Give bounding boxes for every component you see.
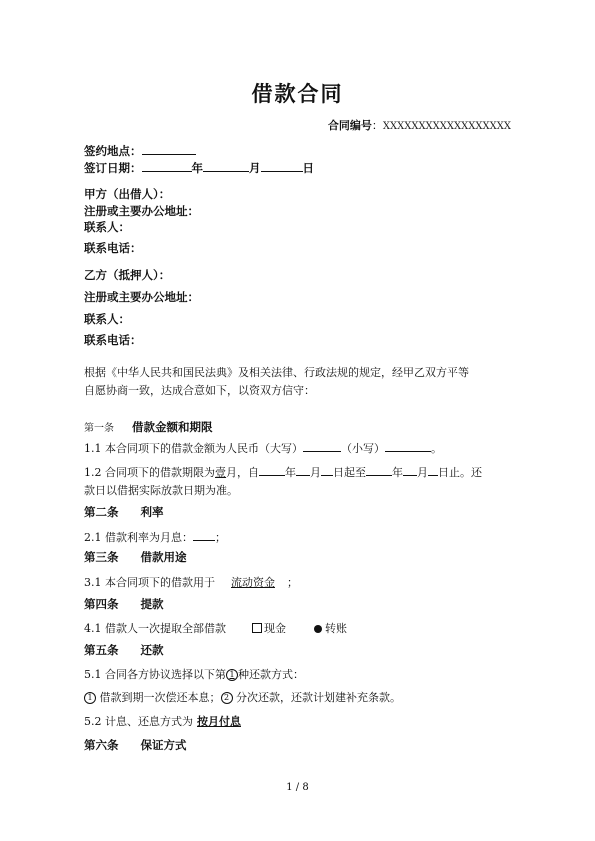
loan-term-value: 壹 bbox=[215, 466, 226, 479]
start-month-label: 月 bbox=[310, 466, 321, 479]
amount-figures-blank[interactable] bbox=[385, 440, 431, 452]
transfer-selected-dot-icon[interactable] bbox=[314, 625, 322, 633]
sign-date-label: 签订日期： bbox=[84, 161, 142, 175]
intro-line-1: 根据《中华人民共和国民法典》及相关法律、行政法规的规定，经甲乙双方平等 bbox=[84, 366, 469, 379]
clause-5-2 bbox=[84, 713, 241, 729]
clause-2-1-end: ； bbox=[215, 531, 226, 544]
article-6-title: 保证方式 bbox=[140, 738, 187, 752]
sign-place-label: 签约地点： bbox=[84, 144, 142, 158]
contract-number-value: XXXXXXXXXXXXXXXXXX bbox=[382, 121, 511, 132]
clause-3-1-text: 3.1 本合同项下的借款用于 bbox=[84, 576, 215, 589]
contract-title: 借款合同 bbox=[251, 81, 344, 106]
clause-4-1 bbox=[84, 620, 347, 636]
year-label: 年 bbox=[191, 161, 203, 175]
party-a-address: 注册或主要办公地址： bbox=[84, 204, 199, 218]
article-3-title: 借款用途 bbox=[140, 550, 187, 564]
article-4-number: 第四条 bbox=[84, 597, 119, 611]
option-1-mark: 1 bbox=[84, 692, 96, 704]
sign-day-blank[interactable] bbox=[261, 160, 303, 172]
article-6-number: 第六条 bbox=[84, 738, 119, 752]
article-2-number: 第二条 bbox=[84, 505, 119, 519]
intro-line-2: 自愿协商一致，达成合意如下，以资双方信守： bbox=[84, 384, 315, 397]
interest-method-value: 按月付息 bbox=[197, 715, 241, 728]
clause-5-2-text: 5.2 计息、还息方式为 bbox=[84, 715, 193, 728]
interest-rate-blank[interactable] bbox=[193, 529, 215, 541]
clause-1-1-end: 。 bbox=[431, 442, 442, 455]
end-month-label: 月 bbox=[417, 466, 428, 479]
start-year-label: 年 bbox=[285, 466, 296, 479]
clause-1-2-text: 1.2 合同项下的借款期限为 bbox=[84, 466, 215, 479]
party-b-phone: 联系电话： bbox=[84, 333, 142, 347]
party-a-contact: 联系人： bbox=[84, 220, 130, 234]
article-6-heading bbox=[84, 737, 187, 753]
contract-number-colon: ： bbox=[371, 119, 383, 132]
end-day-blank[interactable] bbox=[428, 464, 438, 476]
end-year-label: 年 bbox=[392, 466, 403, 479]
article-3-heading bbox=[84, 549, 187, 565]
start-day-label: 日起至 bbox=[333, 466, 366, 479]
article-2-heading bbox=[84, 504, 164, 520]
clause-2-1 bbox=[84, 529, 226, 545]
article-3-number: 第三条 bbox=[84, 550, 119, 564]
clause-1-2-line-2: 款日以借据实际放款日期为准。 bbox=[84, 484, 238, 497]
article-2-title: 利率 bbox=[140, 505, 164, 519]
day-label: 日 bbox=[302, 161, 314, 175]
start-month-blank[interactable] bbox=[296, 464, 310, 476]
clause-4-1-text: 4.1 借款人一次提取全部借款 bbox=[84, 622, 226, 635]
amount-words-blank[interactable] bbox=[303, 440, 341, 452]
cash-option-label: 现金 bbox=[264, 622, 286, 635]
clause-1-2-line-1 bbox=[84, 464, 482, 480]
article-1-title: 借款金额和期限 bbox=[132, 420, 213, 434]
clause-1-1-small: （小写） bbox=[341, 442, 385, 455]
sign-place-blank[interactable] bbox=[142, 143, 196, 155]
end-year-blank[interactable] bbox=[366, 464, 392, 476]
sign-place bbox=[84, 143, 196, 159]
clause-3-1 bbox=[84, 574, 298, 590]
party-b-heading: 乙方（抵押人）： bbox=[84, 268, 171, 282]
party-b-address: 注册或主要办公地址： bbox=[84, 290, 199, 304]
party-b-contact: 联系人： bbox=[84, 312, 130, 326]
clause-1-1-text: 1.1 本合同项下的借款金额为人民币（大写） bbox=[84, 442, 303, 455]
clause-5-1-text: 5.1 合同各方协议选择以下第 bbox=[84, 668, 226, 681]
transfer-option-label: 转账 bbox=[325, 622, 347, 635]
party-a-heading: 甲方（出借人）： bbox=[84, 187, 171, 201]
sign-year-blank[interactable] bbox=[142, 160, 192, 172]
option-2-text: 分次还款，还款计划建补充条款。 bbox=[236, 691, 401, 704]
article-4-heading bbox=[84, 596, 164, 612]
clause-1-1 bbox=[84, 440, 442, 456]
cash-checkbox[interactable] bbox=[252, 623, 262, 633]
article-5-heading bbox=[84, 642, 164, 658]
clause-5-1-end: 种还款方式： bbox=[238, 668, 304, 681]
article-5-number: 第五条 bbox=[84, 643, 119, 657]
repayment-choice-mark: 1 bbox=[226, 669, 238, 681]
clause-5-1 bbox=[84, 666, 304, 682]
start-day-blank[interactable] bbox=[321, 464, 333, 476]
article-5-title: 还款 bbox=[140, 643, 164, 657]
clause-3-1-end: ； bbox=[287, 576, 298, 589]
clause-5-options bbox=[84, 689, 401, 705]
end-month-blank[interactable] bbox=[403, 464, 417, 476]
option-1-text: 借款到期一次偿还本息； bbox=[99, 691, 221, 704]
contract-number-label: 合同编号 bbox=[327, 119, 372, 132]
article-1-heading bbox=[84, 416, 213, 435]
sign-date bbox=[84, 160, 314, 176]
contract-number bbox=[328, 117, 511, 133]
loan-purpose-value: 流动资金 bbox=[231, 576, 275, 589]
month-label: 月 bbox=[249, 161, 261, 175]
party-a-phone: 联系电话： bbox=[84, 241, 142, 255]
clause-1-2-from: 月，自 bbox=[226, 466, 259, 479]
option-2-mark: 2 bbox=[221, 692, 233, 704]
sign-month-blank[interactable] bbox=[203, 160, 249, 172]
start-year-blank[interactable] bbox=[259, 464, 285, 476]
end-day-label: 日止。还 bbox=[438, 466, 482, 479]
clause-2-1-text: 2.1 借款利率为月息： bbox=[84, 531, 193, 544]
article-1-number: 第一条 bbox=[84, 423, 114, 434]
article-4-title: 提款 bbox=[140, 597, 164, 611]
page-number: 1 / 8 bbox=[286, 782, 309, 793]
